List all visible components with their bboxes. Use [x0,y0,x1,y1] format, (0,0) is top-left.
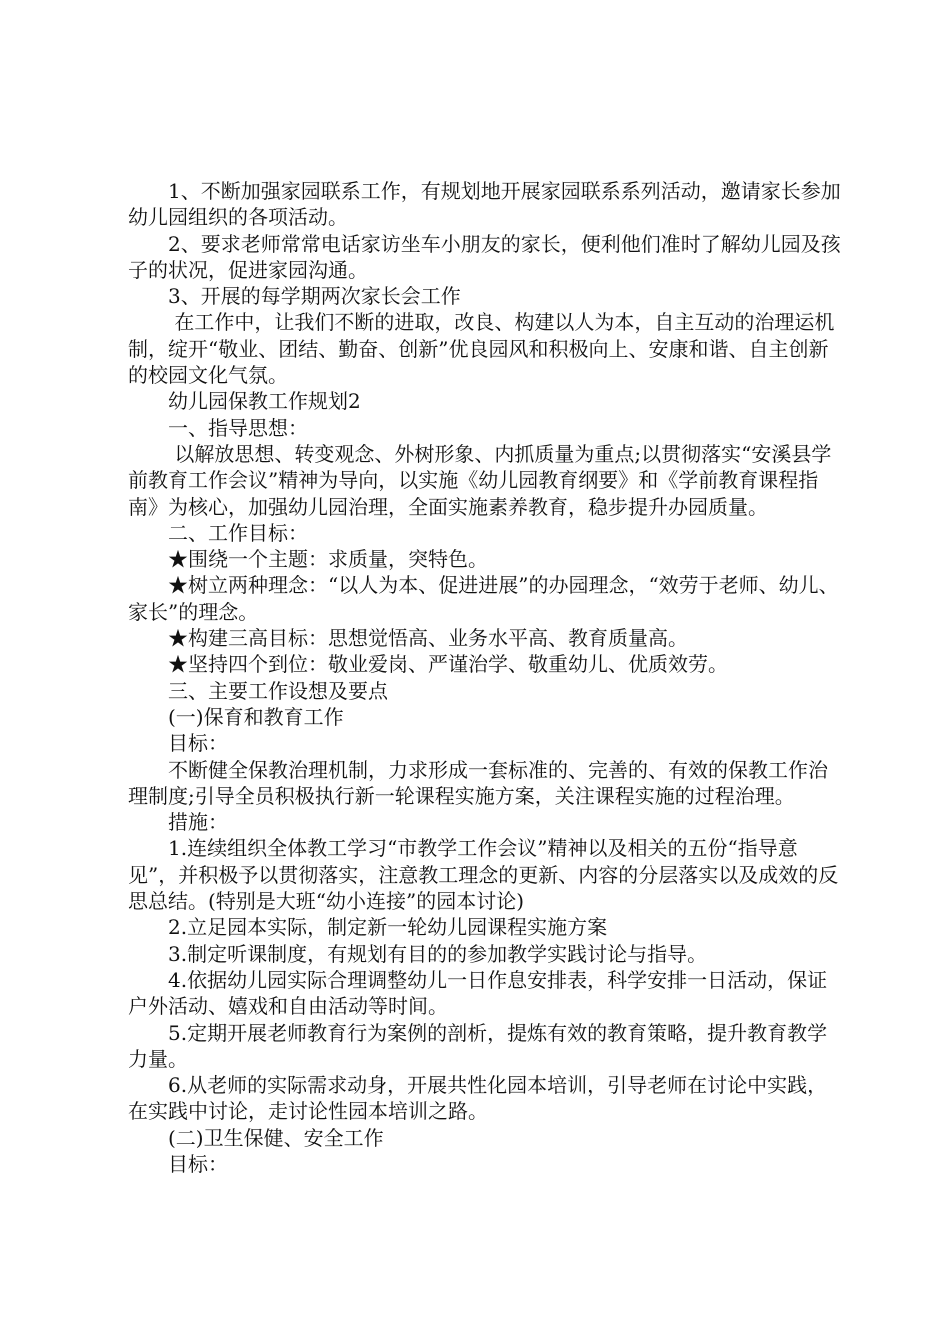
document-body [128,178,844,1177]
paragraph: 2、要求老师常常电话家访坐车小朋友的家长，便利他们准时了解幼儿园及孩子的状况，促进家园沟通。 [128,231,841,282]
label: 目标： [168,1151,228,1176]
measure-item: 5.定期开展老师教育行为案例的剖析，提炼有效的教育策略，提升教育教学力量。 [128,1020,828,1071]
measure-item: 2.立足园本实际，制定新一轮幼儿园课程实施方案 [168,915,608,940]
paragraph: 在工作中，让我们不断的进取，改良、构建以人为本，自主互动的治理运机制，绽开“敬业、团结、勤奋、创新”优良园风和积极向上、安康和谐、自主创新的校园文化气氛。 [128,310,835,388]
paragraph: 3、开展的每学期两次家长会工作 [168,284,461,309]
measure-item: 1.连续组织全体教工学习“市教学工作会议”精神以及相关的五份“指导意见”，并积极予以贯彻落实，注意教工理念的更新、内容的分层落实以及成效的反思总结。(特别是大班“幼小连接”的园本讨论) [128,836,839,914]
subsection-heading: (二)卫生保健、安全工作 [168,1125,384,1150]
paragraph: 以解放思想、转变观念、外树形象、内抓质量为重点;以贯彻落实“安溪县学前教育工作会议”精神为导向，以实施《幼儿园教育纲要》和《学前教育课程指南》为核心，加强幼儿园治理，全面实施素养教育，稳步提升办园质量。 [128,441,832,519]
goal-item: ★坚持四个到位：敬业爱岗、严谨治学、敬重幼儿、优质效劳。 [168,652,728,677]
goal-item: ★围绕一个主题：求质量，突特色。 [168,547,488,572]
section-heading: 幼儿园保教工作规划2 [168,389,361,414]
measure-item: 3.制定听课制度，有规划有目的的参加教学实践讨论与指导。 [168,941,708,966]
measure-item: 6.从老师的实际需求动身，开展共性化园本培训，引导老师在讨论中实践，在实践中讨论，走讨论性园本培训之路。 [128,1073,828,1124]
measure-item: 4.依据幼儿园实际合理调整幼儿一日作息安排表，科学安排一日活动，保证户外活动、嬉戏和自由活动等时间。 [128,967,828,1019]
section-heading: 一、指导思想： [168,415,308,440]
goal-item: ★构建三高目标：思想觉悟高、业务水平高、教育质量高。 [168,626,688,651]
subsection-heading: (一)保育和教育工作 [168,704,344,729]
paragraph: 不断健全保教治理机制，力求形成一套标准的、完善的、有效的保教工作治理制度;引导全员积极执行新一轮课程实施方案，关注课程实施的过程治理。 [128,757,828,808]
paragraph: 1、不断加强家园联系工作，有规划地开展家园联系系列活动，邀请家长参加幼儿园组织的各项活动。 [128,179,841,230]
goal-item: ★树立两种理念：“以人为本、促进进展”的办园理念，“效劳于老师、幼儿、家长”的理念。 [128,573,839,624]
label: 措施： [168,810,228,835]
label: 目标： [168,731,228,756]
section-heading: 三、主要工作设想及要点 [168,678,388,703]
section-heading: 二、工作目标： [168,520,308,545]
